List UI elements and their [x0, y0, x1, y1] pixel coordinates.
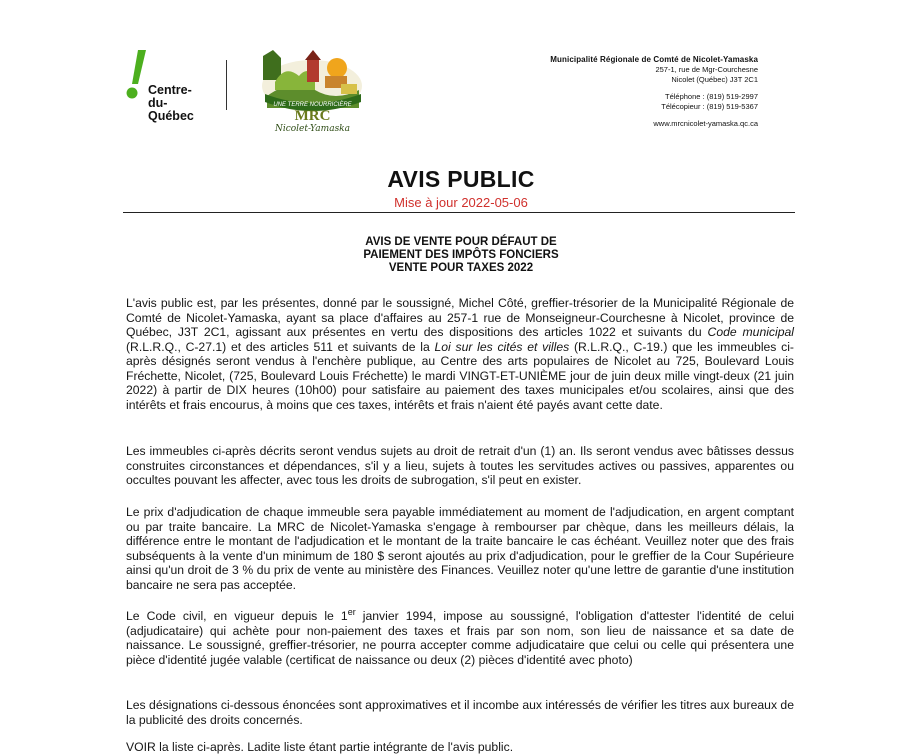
- code-municipal-ref: Code municipal: [707, 325, 794, 339]
- title-divider: [123, 212, 795, 213]
- update-date: Mise à jour 2022-05-06: [394, 195, 528, 210]
- page-title: AVIS PUBLIC: [387, 166, 535, 192]
- mrc-logo-name: MRC: [294, 108, 331, 124]
- paragraph-6: VOIR la liste ci-après. Ladite liste étant partie intégrante de l'avis public.: [126, 740, 514, 754]
- fax: Télécopieur : (819) 519-5367: [661, 102, 758, 111]
- logo-line: du-: [148, 96, 168, 110]
- subheading-line: AVIS DE VENTE POUR DÉFAUT DE: [365, 236, 557, 248]
- paragraph-5: Les désignations ci-dessous énoncées sont approximatives et il incombe aux intéressés de vérifier les titres aux bureaux de la publicité des droits concernés.: [126, 698, 794, 727]
- mrc-banner-text: UNE TERRE NOURRICIÈRE: [273, 102, 352, 108]
- subheading-line: PAIEMENT DES IMPÔTS FONCIERS: [363, 249, 559, 261]
- address-street: 257-1, rue de Mgr-Courchesne: [655, 65, 758, 74]
- paragraph-2: Les immeubles ci-après décrits seront vendus sujets au droit de retrait d'un (1) an. Ils seront vendus avec bâtisses dessus construites circonstances et dépendances, s'il y a lieu, sujets à toutes les servitudes actives ou passives, apparentes ou occultes pouvant les affecter, avec tous les droits de subrogation, s'il peut en exister.: [126, 444, 794, 487]
- notice-subheading: [0, 236, 922, 275]
- mrc-nicolet-yamaska-logo: [255, 46, 370, 134]
- mrc-logo-subname: Nicolet-Yamaska: [274, 124, 351, 134]
- logo-divider: [226, 60, 227, 110]
- paragraph-3: Le prix d'adjudication de chaque immeuble sera payable immédiatement au moment de l'adjudication, en argent comptant ou par traite bancaire. La MRC de Nicolet-Yamaska s'engage à rembourser par chèque, dans les meilleurs délais, la différence entre le montant de l'adjudication et le montant de la traite bancaire le cas échéant. Veuillez noter que des frais subséquents à la vente d'un minimum de 180 $ seront ajoutés au prix d'adjudication, pour le greffier de la Cour Supérieure ainsi qu'un droit de 3 % du prix de vente au ministère des Finances. Veuillez noter qu'une lettre de garantie d'une institution bancaire ne sera pas acceptée.: [126, 505, 794, 592]
- paragraph-1: L'avis public est, par les présentes, donné par le soussigné, Michel Côté, greffier-trésorier de la Municipalité Régionale de Comté de Nicolet-Yamaska, ayant sa place d'affaires au 257-1 rue de Monseigneur-Courchesne à Nicolet, province de Québec, J3T 2C1, agissant aux présentes en vertu des dispositions des articles 1022 et suivants du Code municipal (R.L.R.Q., C-27.1) et des articles 511 et suivants de la Loi sur les cités et villes (R.L.R.Q., C-19.) que les immeubles ci-après désignés seront vendus à l'enchère publique, au Centre des arts populaires de Nicolet au 725, Boulevard Louis Fréchette, Nicolet, (725, Boulevard Louis Fréchette) le mardi VINGT-ET-UNIÈME jour de juin deux mille vingt-deux (21 juin 2022) à partir de DIX heures (10h00) pour satisfaire au paiement des taxes municipales et/ou scolaires, ainsi que des intérêts et frais encourus, à moins que ces taxes, intérêts et frais n'aient été payés avant cette date.: [126, 296, 794, 412]
- subheading-line: VENTE POUR TAXES 2022: [388, 262, 534, 274]
- phone: Téléphone : (819) 519-2997: [665, 92, 758, 101]
- address-city: Nicolet (Québec) J3T 2C1: [671, 75, 758, 84]
- org-name: Municipalité Régionale de Comté de Nicolet-Yamaska: [550, 55, 758, 64]
- paragraph-4: Le Code civil, en vigueur depuis le 1er janvier 1994, impose au soussigné, l'obligation d'attester l'identité de celui (adjudicataire) qui achète pour non-paiement des taxes et frais par son nom, son lieu de naissance et sa date de naissance. Le soussigné, greffier-trésorier, ne pourra accepter comme adjudicataire que celui ou celle qui présentera une pièce d'identité jugée valable (certificat de naissance ou deux (2) pièces d'identité avec photo): [126, 606, 794, 667]
- logo-line: Québec: [148, 109, 194, 123]
- website-link[interactable]: www.mrcnicolet-yamaska.qc.ca: [653, 119, 758, 128]
- logo-line: Centre-: [148, 83, 192, 97]
- address-block: [550, 55, 758, 129]
- loi-cites-villes-ref: Loi sur les cités et villes: [434, 339, 570, 354]
- centre-du-quebec-logo-text: [148, 84, 194, 123]
